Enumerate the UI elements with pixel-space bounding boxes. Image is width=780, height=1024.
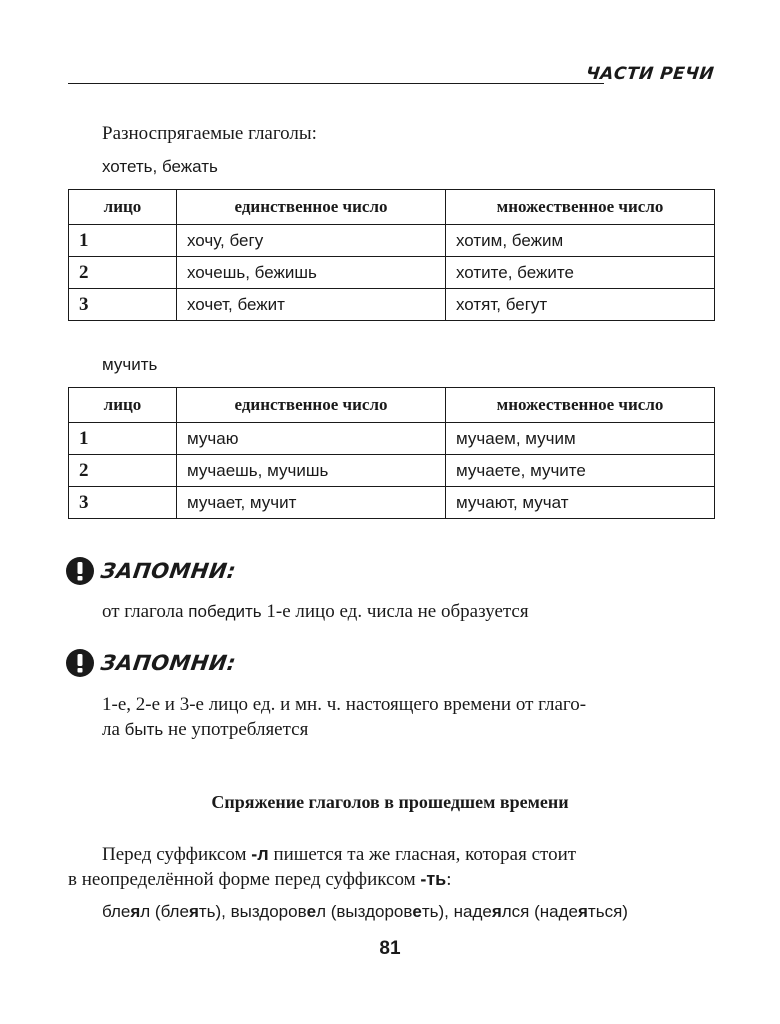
rule-line-2 [68, 867, 452, 892]
text-fragment: ть), [198, 902, 231, 921]
header-singular: единственное число [177, 190, 446, 225]
person-cell: 3 [69, 487, 177, 519]
header-plural: множественное число [446, 190, 715, 225]
plural-cell: хотите, бежите [446, 257, 715, 289]
singular-cell: хочу, бегу [177, 225, 446, 257]
text-fragment: бле [102, 902, 131, 921]
text-fragment: не употребляется [163, 719, 309, 740]
singular-cell: хочешь, бежишь [177, 257, 446, 289]
table-row [69, 257, 715, 289]
example [231, 902, 454, 921]
bold-vowel: е [306, 902, 317, 921]
plural-cell: хотим, бежим [446, 225, 715, 257]
text-fragment: наде [453, 902, 492, 921]
remember-text-1 [102, 599, 529, 624]
plural-cell: мучаем, мучим [446, 423, 715, 455]
header-plural: множественное число [446, 388, 715, 423]
text-fragment: ться) [587, 902, 628, 921]
running-header: ЧАСТИ РЕЧИ [584, 64, 716, 84]
remember-label: ЗАПОМНИ: [99, 651, 238, 675]
plural-cell: мучаете, мучите [446, 455, 715, 487]
singular-cell: мучаешь, мучишь [177, 455, 446, 487]
plural-cell: мучают, мучат [446, 487, 715, 519]
text-fragment: Перед суффиксом [102, 844, 252, 865]
page-number: 81 [379, 938, 401, 959]
table-row [69, 423, 715, 455]
person-cell: 2 [69, 257, 177, 289]
plural-cell: хотят, бегут [446, 289, 715, 321]
person-cell: 3 [69, 289, 177, 321]
singular-cell: мучает, мучит [177, 487, 446, 519]
section-title: Спряжение глаголов в прошедшем времени [211, 792, 569, 812]
conjugation-table-2 [68, 387, 715, 519]
highlighted-word: быть [124, 720, 164, 739]
remember-block-1 [66, 556, 236, 586]
table-row [69, 289, 715, 321]
remember-text-2-line-2 [102, 717, 308, 742]
example [454, 902, 628, 921]
text-fragment: ла [102, 719, 125, 740]
table-row [69, 225, 715, 257]
remember-block-2 [66, 648, 236, 678]
verb-list: мучить [102, 355, 158, 374]
singular-cell: мучаю [177, 423, 446, 455]
rule-line-1 [102, 842, 576, 867]
text-fragment: пишется та же гласная, которая стоит [268, 844, 577, 865]
header-singular: единственное число [177, 388, 446, 423]
text-fragment: лся (наде [501, 902, 578, 921]
bold-vowel: я [130, 902, 141, 921]
text-fragment: 1-е лицо ед. числа не образуется [261, 601, 529, 622]
header-person: лицо [69, 388, 177, 423]
table-header-row [69, 190, 715, 225]
bold-vowel: я [578, 902, 588, 921]
person-cell: 1 [69, 225, 177, 257]
examples-line [102, 902, 628, 922]
text-fragment: выздоров [230, 902, 307, 921]
example [102, 902, 231, 921]
text-fragment: от глагола [102, 601, 189, 622]
singular-cell: хочет, бежит [177, 289, 446, 321]
bold-vowel: я [188, 902, 199, 921]
bold-vowel: я [491, 902, 502, 921]
text-fragment: : [446, 869, 452, 890]
exclamation-icon [66, 557, 94, 585]
conjugation-table-1 [68, 189, 715, 321]
header-rule [68, 83, 604, 84]
bold-vowel: е [412, 902, 422, 921]
text-fragment: л (бле [140, 902, 189, 921]
text-fragment: ть), [421, 902, 454, 921]
table-row [69, 487, 715, 519]
suffix-t: -ть [420, 869, 447, 889]
highlighted-word: победить [188, 602, 262, 621]
table-header-row [69, 388, 715, 423]
verb-list: хотеть, бежать [102, 157, 218, 176]
header-person: лицо [69, 190, 177, 225]
remember-label: ЗАПОМНИ: [99, 559, 238, 583]
section-heading: Разноспрягаемые глаголы: [102, 123, 317, 144]
text-fragment: в неопределённой форме перед суффиксом [68, 869, 421, 890]
remember-text-2-line-1: 1-е, 2-е и 3-е лицо ед. и мн. ч. настоящего времени от глаго- [102, 694, 587, 715]
text-fragment: л (выздоров [316, 902, 413, 921]
exclamation-icon [66, 649, 94, 677]
suffix-l: -л [251, 844, 269, 864]
table-row [69, 455, 715, 487]
person-cell: 2 [69, 455, 177, 487]
person-cell: 1 [69, 423, 177, 455]
